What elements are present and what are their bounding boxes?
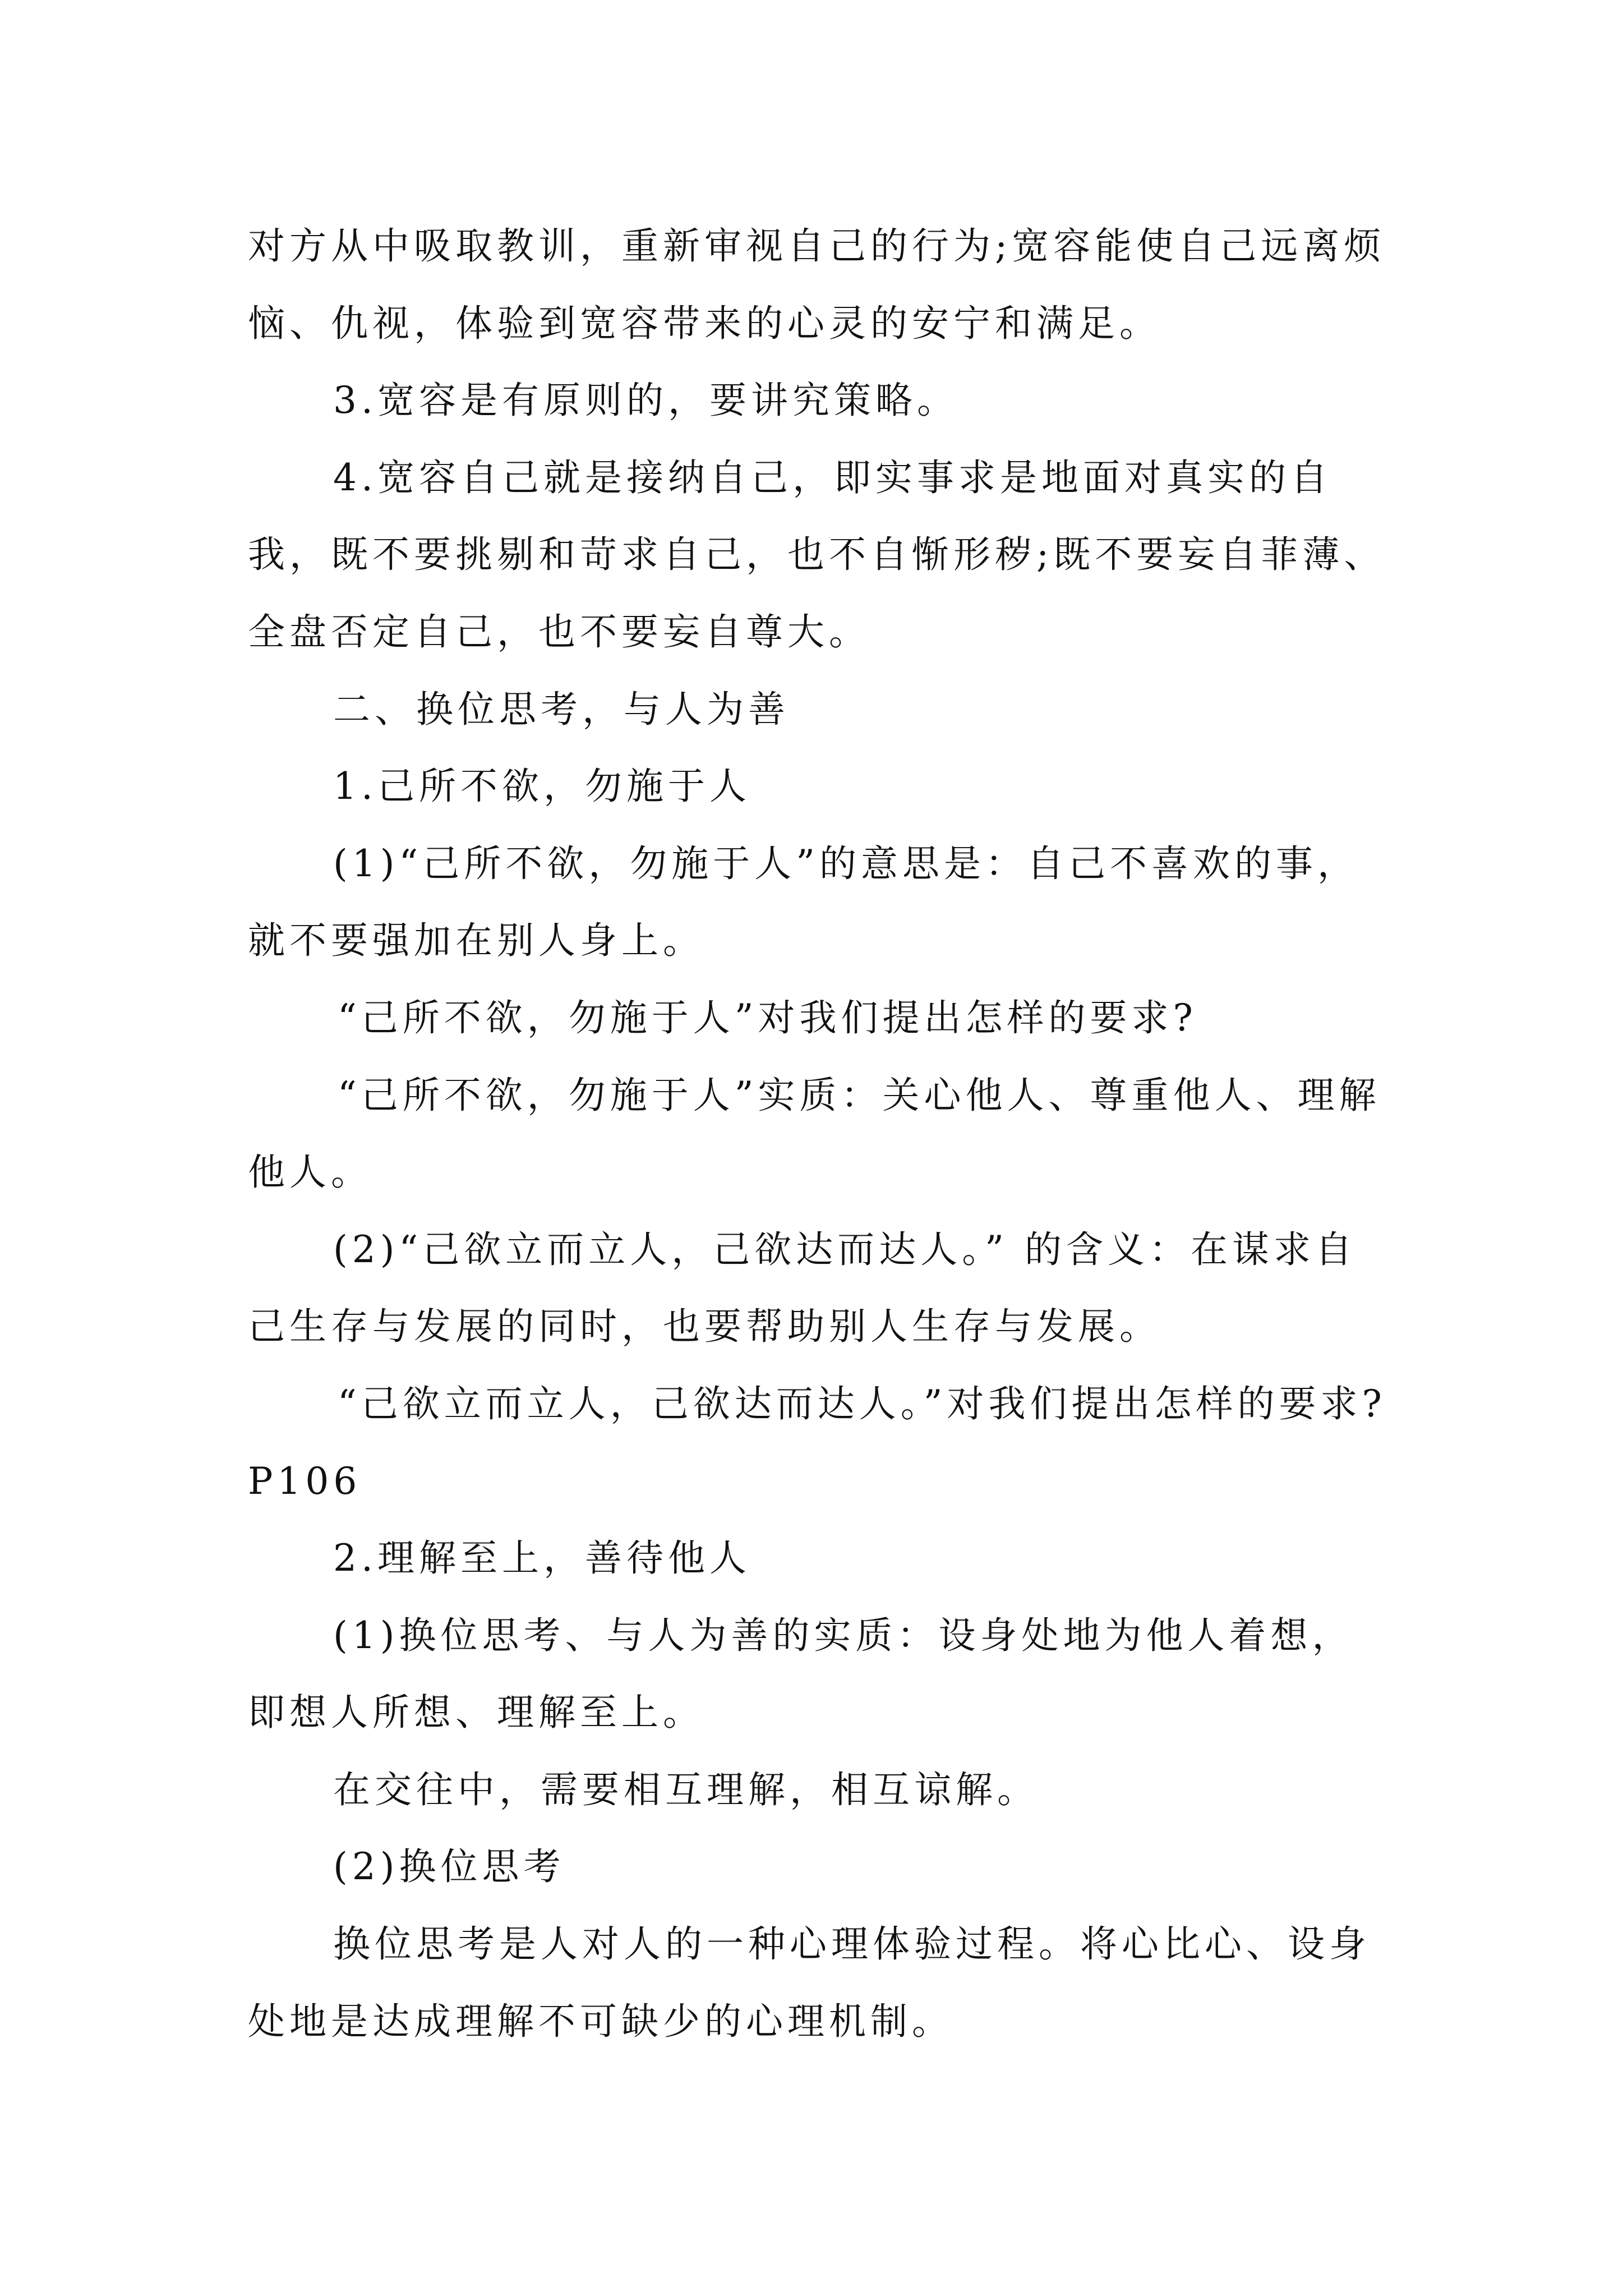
section-heading-2: 二、换位思考，与人为善 xyxy=(333,687,790,731)
paragraph-1: 对方从中吸取教训，重新审视自己的行为;宽容能使自己远离烦恼、仇视，体验到宽容带来的心灵的安宁和满足。 xyxy=(248,224,1386,345)
question-2: “己欲立而立人，己欲达而达人。”对我们提出怎样的要求? P106 xyxy=(248,1382,1386,1503)
question-1: “己所不欲，勿施于人”对我们提出怎样的要求? xyxy=(338,996,1197,1039)
paragraph-13: 在交往中，需要相互理解，相互谅解。 xyxy=(333,1768,1039,1811)
paragraph-12: (1)换位思考、与人为善的实质：设身处地为他人着想，即想人所想、理解至上。 xyxy=(248,1613,1354,1734)
document-body xyxy=(248,208,1392,2060)
subheading-2: 2.理解至上，善待他人 xyxy=(333,1536,751,1580)
paragraph-2: 3.宽容是有原则的，要讲究策略。 xyxy=(333,379,958,422)
paragraph-3: 4.宽容自己就是接纳自己，即实事求是地面对真实的自我，既不要挑剔和苛求自己，也不自惭形秽;既不要妄自菲薄、全盘否定自己，也不要妄自尊大。 xyxy=(248,455,1386,654)
paragraph-8: “己所不欲，勿施于人”实质：关心他人、尊重他人、理解他人。 xyxy=(248,1073,1381,1194)
paragraph-6: (1)“己所不欲，勿施于人”的意思是：自己不喜欢的事，就不要强加在别人身上。 xyxy=(248,841,1359,963)
paragraph-9: (2)“己欲立而立人，己欲达而达人。” 的含义：在谋求自己生存与发展的同时，也要帮助别人生存与发展。 xyxy=(248,1227,1357,1349)
subheading-1: 1.己所不欲，勿施于人 xyxy=(333,765,751,808)
paragraph-15: 换位思考是人对人的一种心理体验过程。将心比心、设身处地是达成理解不可缺少的心理机制。 xyxy=(248,1922,1371,2043)
paragraph-14: (2)换位思考 xyxy=(333,1845,565,1889)
